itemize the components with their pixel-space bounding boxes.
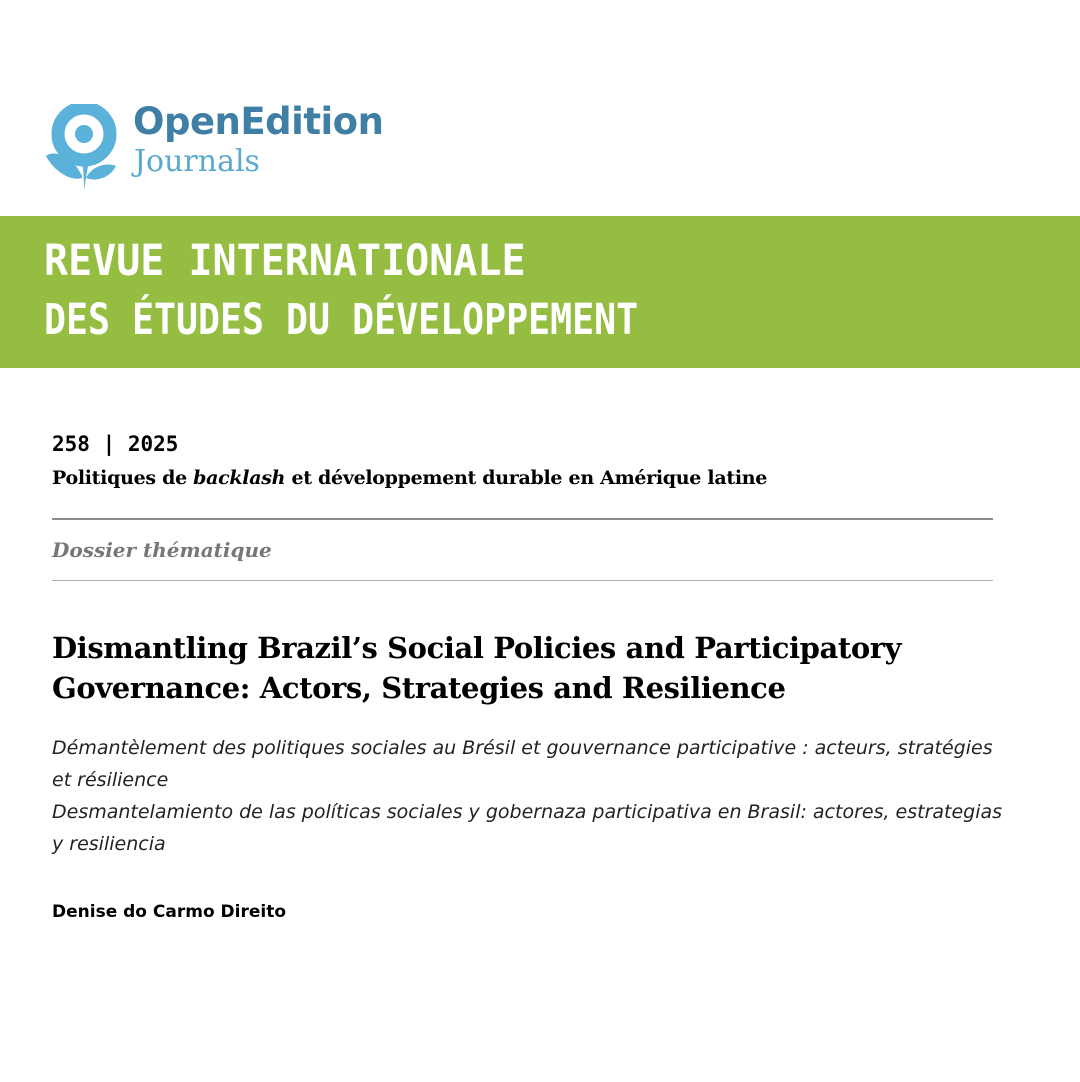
- issue-number: 258 | 2025: [52, 432, 179, 456]
- divider-top: [52, 518, 993, 520]
- issue-subtitle-emphasis: backlash: [193, 467, 286, 489]
- section-label: Dossier thématique: [52, 538, 272, 562]
- journal-title-line-2: DES ÉTUDES DU DÉVELOPPEMENT: [44, 295, 639, 345]
- issue-subtitle: [52, 467, 767, 489]
- issue-subtitle-end: et développement durable en Amérique latine: [285, 467, 768, 489]
- divider-bottom: [52, 580, 993, 581]
- article-title: Dismantling Brazil’s Social Policies and Participatory Governance: Actors, Strategies and Resilience: [52, 631, 902, 705]
- issue-subtitle-start: Politiques de: [52, 467, 194, 489]
- article-author[interactable]: Denise do Carmo Direito: [52, 902, 287, 922]
- logo-wordmark-openedition: OpenEdition: [133, 100, 384, 143]
- logo-wordmark-journals: Journals: [134, 144, 260, 179]
- journal-title-line-1: REVUE INTERNATIONALE: [44, 236, 526, 286]
- openedition-flower-icon: [44, 104, 126, 194]
- article-title-spanish: Desmantelamiento de las políticas sociales y gobernaza participativa en Brasil: actores, estrategias y resiliencia: [52, 801, 1003, 855]
- article-title-french: Démantèlement des politiques sociales au Brésil et gouvernance participative : acteurs, stratégies et résilience: [52, 737, 993, 791]
- openedition-logo[interactable]: [44, 100, 384, 194]
